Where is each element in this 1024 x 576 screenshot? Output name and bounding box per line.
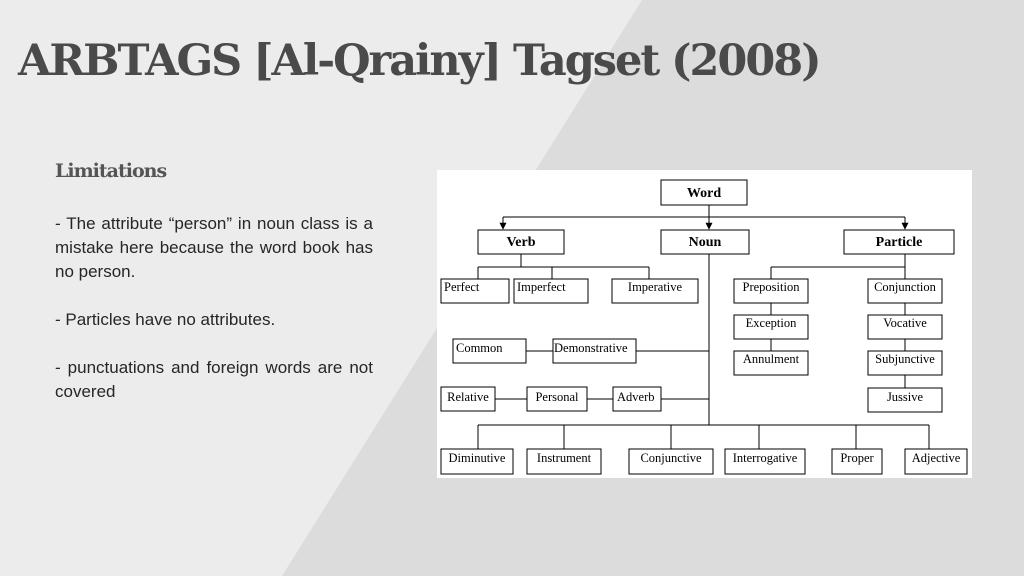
svg-text:Adjective: Adjective xyxy=(911,451,961,465)
svg-text:Noun: Noun xyxy=(688,235,722,250)
node-noun xyxy=(661,230,749,254)
node-interrogative xyxy=(725,449,805,474)
svg-text:Diminutive: Diminutive xyxy=(448,451,506,465)
node-adjective xyxy=(905,449,967,474)
node-demonstrative xyxy=(553,339,636,363)
svg-text:Imperfect: Imperfect xyxy=(517,280,566,294)
node-perfect xyxy=(441,279,509,303)
note-person-attribute: - The attribute “person” in noun class is a mistake here because the word book has no person. xyxy=(55,214,373,281)
svg-text:Word: Word xyxy=(686,186,722,201)
svg-text:Subjunctive: Subjunctive xyxy=(875,352,935,366)
limitations-list xyxy=(55,212,373,428)
node-relative xyxy=(441,387,495,411)
node-personal xyxy=(527,387,587,411)
note-punctuation: - punctuations and foreign words are not covered xyxy=(55,358,373,401)
svg-text:Interrogative: Interrogative xyxy=(732,451,798,465)
note-particles: - Particles have no attributes. xyxy=(55,310,276,329)
svg-text:Particle: Particle xyxy=(875,235,923,250)
svg-text:Personal: Personal xyxy=(535,390,579,404)
slide-title: ARBTAGS [Al-Qrainy] Tagset (2008) xyxy=(18,36,820,86)
node-conjunction xyxy=(868,279,942,303)
slide-subtitle: Limitations xyxy=(55,160,167,182)
node-particle xyxy=(844,230,954,254)
node-imperative xyxy=(612,279,698,303)
svg-text:Common: Common xyxy=(456,341,503,355)
node-verb xyxy=(478,230,564,254)
node-diminutive xyxy=(441,449,513,474)
svg-text:Perfect: Perfect xyxy=(444,280,480,294)
node-word xyxy=(661,180,747,205)
tagset-diagram xyxy=(437,170,972,478)
svg-text:Verb: Verb xyxy=(506,235,536,250)
svg-text:Demonstrative: Demonstrative xyxy=(554,341,628,355)
svg-text:Proper: Proper xyxy=(840,451,874,465)
svg-text:Adverb: Adverb xyxy=(617,390,655,404)
svg-text:Conjunctive: Conjunctive xyxy=(640,451,702,465)
node-common xyxy=(453,339,526,363)
svg-text:Instrument: Instrument xyxy=(536,451,592,465)
svg-text:Preposition: Preposition xyxy=(742,280,800,294)
svg-text:Relative: Relative xyxy=(447,390,489,404)
node-imperfect xyxy=(514,279,588,303)
node-instrument xyxy=(527,449,601,474)
svg-text:Jussive: Jussive xyxy=(886,390,924,404)
svg-text:Annulment: Annulment xyxy=(742,352,800,366)
svg-text:Conjunction: Conjunction xyxy=(874,280,936,294)
node-preposition xyxy=(734,279,808,303)
node-jussive xyxy=(868,388,942,412)
node-adverb xyxy=(613,387,661,411)
node-conjunctive xyxy=(629,449,713,474)
svg-text:Exception: Exception xyxy=(745,316,797,330)
node-subjunctive xyxy=(868,351,942,375)
node-annulment xyxy=(734,351,808,375)
node-exception xyxy=(734,315,808,339)
node-proper xyxy=(832,449,882,474)
node-vocative xyxy=(868,315,942,339)
svg-text:Vocative: Vocative xyxy=(883,316,927,330)
svg-text:Imperative: Imperative xyxy=(627,280,683,294)
